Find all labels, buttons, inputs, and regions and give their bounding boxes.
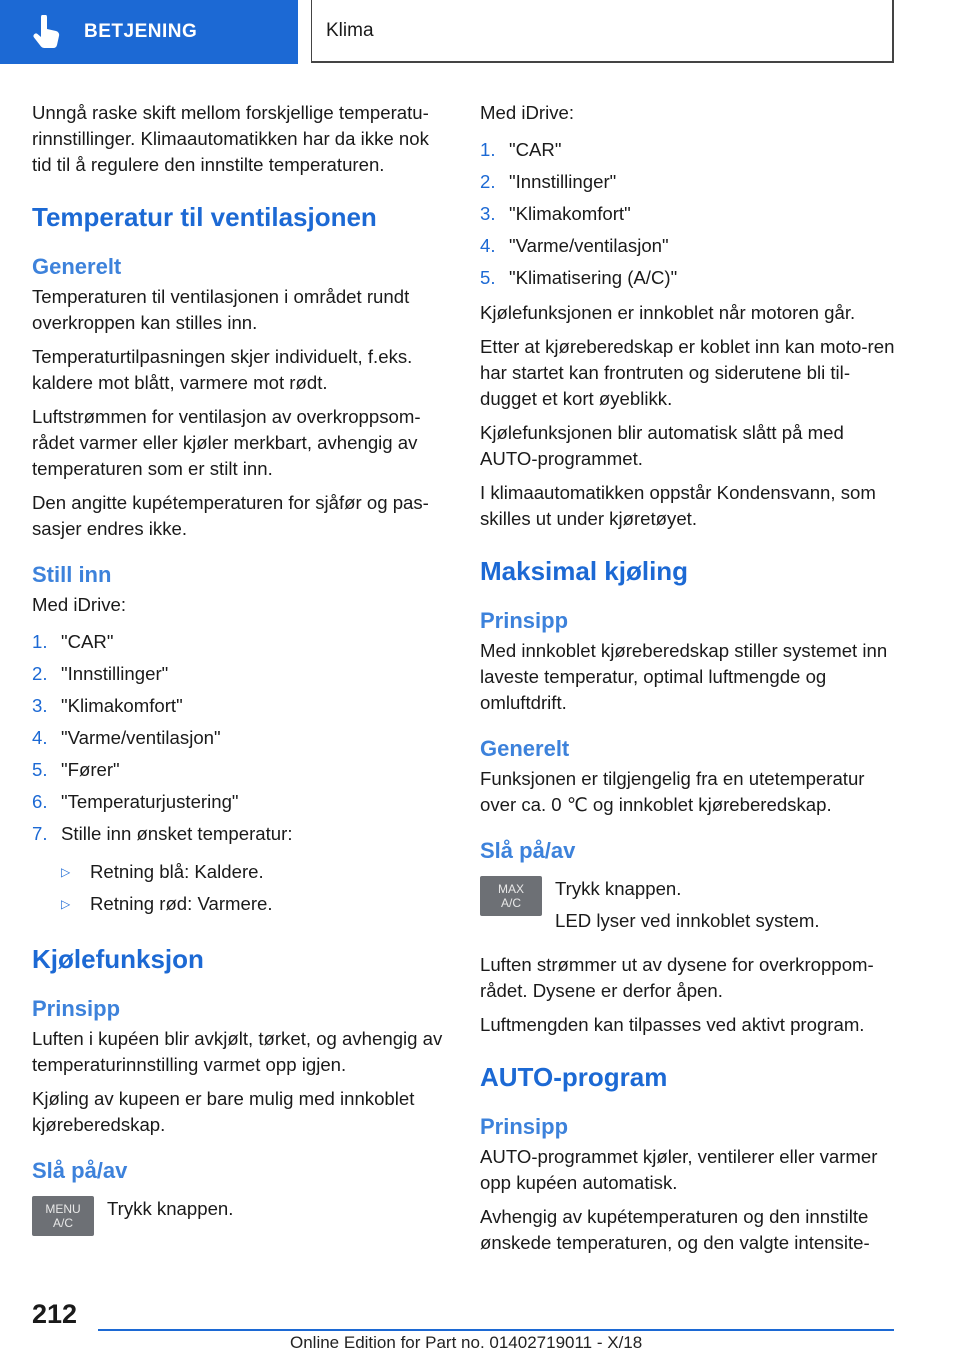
- list-item: 3. "Klimakomfort": [32, 695, 183, 716]
- subheading-prinsipp: Prinsipp: [480, 1114, 569, 1139]
- paragraph: I klimaautomatikken oppstår Kondensvann, som skilles ut under kjøretøyet.: [480, 482, 876, 529]
- intro-paragraph: Unngå raske skift mellom forskjellige temperatu-rinnstillinger. Klimaautomatikken har da ikke nok tid til å regulere den innstilte temperaturen.: [32, 102, 429, 175]
- right-column: [480, 100, 895, 1264]
- edition-text: Online Edition for Part no. 01402719011 - X/18: [290, 1333, 643, 1352]
- list-item: 5. "Fører": [32, 759, 120, 780]
- paragraph: Kjølefunksjonen blir automatisk slått på med AUTO-programmet.: [480, 422, 844, 469]
- section-tab: [0, 0, 298, 64]
- menu-ac-button-icon: MENU A/C: [32, 1196, 94, 1236]
- subheading-still-inn: Still inn: [32, 562, 112, 587]
- list-item: 2. "Innstillinger": [32, 663, 169, 684]
- press-button-text: Trykk knappen.: [555, 878, 682, 899]
- list-item: 4. "Varme/ventilasjon": [32, 727, 221, 748]
- paragraph: Temperaturen til ventilasjonen i området rundt overkroppen kan stilles inn.: [32, 286, 410, 333]
- list-item: 2. "Innstillinger": [480, 171, 617, 192]
- max-ac-button-icon: MAX A/C: [480, 876, 542, 916]
- button-instruction: [32, 1196, 447, 1236]
- heading-kjolefunksjon: Kjølefunksjon: [32, 944, 204, 974]
- paragraph: Funksjonen er tilgjengelig fra en utetemperatur over ca. 0 ℃ og innkoblet kjøreberedskap.: [480, 768, 865, 815]
- section-title: BETJENING: [84, 21, 198, 42]
- triangle-bullet-icon: ▷: [61, 865, 71, 879]
- steps-list: [32, 626, 447, 850]
- list-item: 7. Stille inn ønsket temperatur:: [32, 823, 293, 844]
- paragraph: Etter at kjøreberedskap er koblet inn kan moto-ren har startet kan frontruten og siderutene bli til-dugget et kort øyeblikk.: [480, 336, 895, 409]
- button-instruction: [480, 876, 895, 940]
- sub-list-item: ▷ Retning rød: Varmere.: [61, 888, 447, 920]
- paragraph: Avhengig av kupétemperaturen og den innstilte ønskede temperaturen, og den valgte intensite-: [480, 1206, 870, 1253]
- paragraph: AUTO-programmet kjøler, ventilerer eller varmer opp kupéen automatisk.: [480, 1146, 878, 1193]
- led-text: LED lyser ved innkoblet system.: [555, 910, 820, 931]
- list-item: 1. "CAR": [32, 631, 114, 652]
- steps-list: [480, 134, 895, 294]
- sub-list-item: ▷ Retning blå: Kaldere.: [61, 856, 447, 888]
- paragraph: Kjøling av kupeen er bare mulig med innkoblet kjøreberedskap.: [32, 1088, 415, 1135]
- heading-maksimal-kjoling: Maksimal kjøling: [480, 556, 689, 586]
- paragraph: Luftstrømmen for ventilasjon av overkroppsom-rådet varmer eller kjøler merkbart, avhengig av temperaturen som er stilt inn.: [32, 406, 421, 479]
- left-column: [32, 100, 447, 1248]
- paragraph: Kjølefunksjonen er innkoblet når motoren går.: [480, 302, 856, 323]
- paragraph: Luften i kupéen blir avkjølt, tørket, og avhengig av temperaturinnstilling varmet opp igjen.: [32, 1028, 443, 1075]
- idrive-label: Med iDrive:: [480, 102, 575, 123]
- list-item: 6. "Temperaturjustering": [32, 791, 239, 812]
- list-item: 1. "CAR": [480, 139, 562, 160]
- subheading-generelt: Generelt: [32, 254, 122, 279]
- idrive-label: Med iDrive:: [32, 594, 127, 615]
- subheading-prinsipp: Prinsipp: [480, 608, 569, 633]
- press-button-text: Trykk knappen.: [107, 1198, 234, 1219]
- list-item: 3. "Klimakomfort": [480, 203, 631, 224]
- paragraph: Temperaturtilpasningen skjer individuelt, f.eks. kaldere mot blått, varmere mot rødt.: [32, 346, 413, 393]
- chapter-header: [311, 0, 894, 63]
- list-item: 5. "Klimatisering (A/C)": [480, 267, 678, 288]
- subheading-sla-pa-av: Slå på/av: [480, 838, 576, 863]
- footer-divider: [98, 1329, 894, 1331]
- sub-list: [32, 856, 447, 920]
- subheading-generelt: Generelt: [480, 736, 570, 761]
- triangle-bullet-icon: ▷: [61, 897, 71, 911]
- list-item: 4. "Varme/ventilasjon": [480, 235, 669, 256]
- page-number: 212: [32, 1299, 78, 1329]
- paragraph: Luftmengden kan tilpasses ved aktivt program.: [480, 1014, 865, 1035]
- paragraph: Luften strømmer ut av dysene for overkroppom-rådet. Dysene er derfor åpen.: [480, 954, 874, 1001]
- hand-pointer-icon: [32, 15, 66, 49]
- paragraph: Med innkoblet kjøreberedskap stiller systemet inn laveste temperatur, optimal luftmengde og omluftdrift.: [480, 640, 888, 713]
- chapter-title: Klima: [326, 19, 374, 41]
- subheading-prinsipp: Prinsipp: [32, 996, 121, 1021]
- paragraph: Den angitte kupétemperaturen for sjåfør og pas-sasjer endres ikke.: [32, 492, 429, 539]
- heading-vent-temp: Temperatur til ventilasjonen: [32, 202, 377, 232]
- subheading-sla-pa-av: Slå på/av: [32, 1158, 128, 1183]
- heading-auto-program: AUTO-program: [480, 1062, 668, 1092]
